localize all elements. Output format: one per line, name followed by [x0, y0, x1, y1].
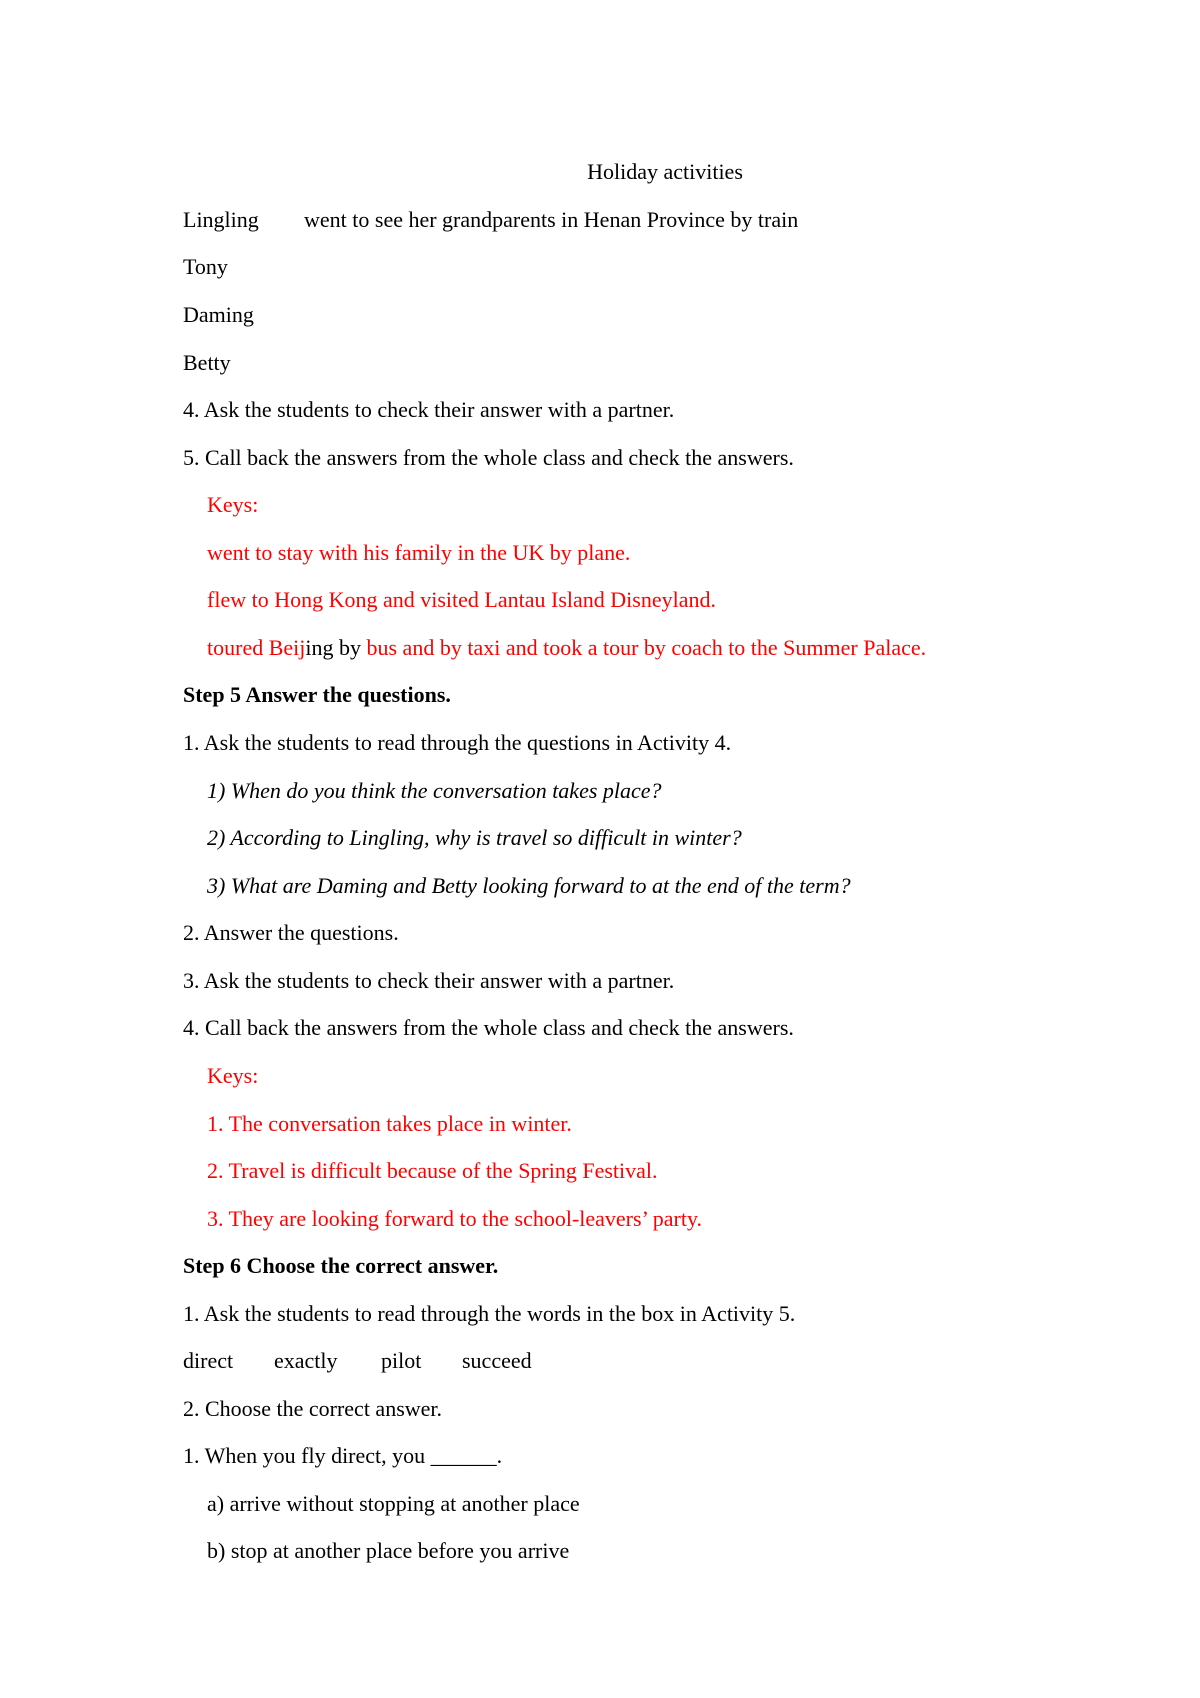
- step4-key-3-part3: bus and by taxi and took a tour by coach to the Summer Palace.: [361, 635, 927, 660]
- step5-key-1: 1. The conversation takes place in winter.: [207, 1111, 572, 1136]
- page-title: Holiday activities: [587, 159, 743, 184]
- table-row-name: Betty: [183, 350, 231, 375]
- word-box-word: succeed: [462, 1348, 532, 1373]
- step6-option-b: b) stop at another place before you arrive: [207, 1538, 570, 1563]
- step5-question-3: 3) What are Daming and Betty looking forward to at the end of the term?: [207, 873, 851, 898]
- table-row-name: Daming: [183, 302, 254, 327]
- step5-item-3: 3. Ask the students to check their answer with a partner.: [183, 968, 675, 993]
- step6-option-a: a) arrive without stopping at another place: [207, 1491, 580, 1516]
- step4-item-4: 4. Ask the students to check their answer with a partner.: [183, 397, 675, 422]
- step6-item-2: 2. Choose the correct answer.: [183, 1396, 443, 1421]
- table-row-activity: went to see her grandparents in Henan Province by train: [304, 207, 799, 232]
- step4-key-3: [207, 633, 926, 663]
- table-row-name: Tony: [183, 254, 228, 279]
- step4-keys-label: Keys:: [207, 492, 259, 517]
- step5-item-2: 2. Answer the questions.: [183, 920, 399, 945]
- step6-item-1: 1. Ask the students to read through the words in the box in Activity 5.: [183, 1301, 796, 1326]
- step5-question-2: 2) According to Lingling, why is travel so difficult in winter?: [207, 825, 742, 850]
- step5-keys-label: Keys:: [207, 1063, 259, 1088]
- step6-question-1: 1. When you fly direct, you ______.: [183, 1443, 503, 1468]
- word-box-word: pilot: [381, 1348, 422, 1373]
- word-box-word: direct: [183, 1348, 234, 1373]
- step5-key-3: 3. They are looking forward to the school-leavers’ party.: [207, 1206, 703, 1231]
- step5-key-2: 2. Travel is difficult because of the Spring Festival.: [207, 1158, 658, 1183]
- step4-item-5: 5. Call back the answers from the whole class and check the answers.: [183, 445, 794, 470]
- step4-key-1: went to stay with his family in the UK by plane.: [207, 540, 631, 565]
- step4-key-3-part2: ing by: [305, 635, 361, 660]
- step4-key-3-part1: toured Beij: [207, 635, 306, 660]
- step5-item-1: 1. Ask the students to read through the questions in Activity 4.: [183, 730, 732, 755]
- step4-key-2: flew to Hong Kong and visited Lantau Island Disneyland.: [207, 587, 716, 612]
- word-box-word: exactly: [274, 1348, 338, 1373]
- step5-item-4: 4. Call back the answers from the whole class and check the answers.: [183, 1015, 794, 1040]
- step6-heading: Step 6 Choose the correct answer.: [183, 1253, 499, 1278]
- step5-heading: Step 5 Answer the questions.: [183, 682, 451, 707]
- table-row-name: Lingling: [183, 207, 259, 232]
- step5-question-1: 1) When do you think the conversation takes place?: [207, 778, 662, 803]
